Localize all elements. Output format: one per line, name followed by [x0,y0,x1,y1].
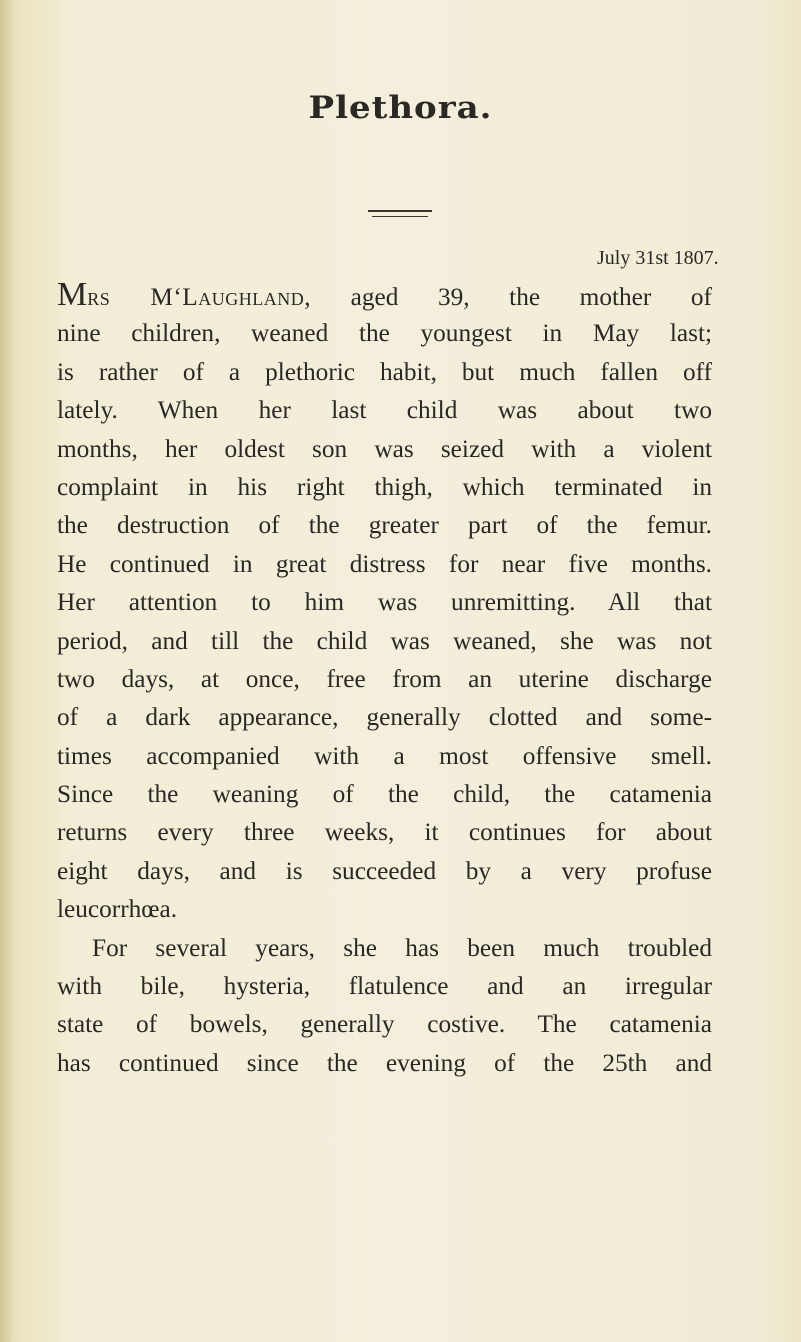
text-line: nine children, weaned the youngest in May last; [57,319,712,348]
drop-initial: M [57,276,88,313]
text-line: leucorrhœa. [57,895,178,924]
entry-date: July 31st 1807. [597,247,719,269]
text-line: period, and till the child was weaned, she was not [57,626,712,655]
page-title: Plethora. [308,89,493,127]
text-line: Since the weaning of the child, the catamenia [57,780,712,809]
body-text [57,276,712,1082]
text-line: lately. When her last child was about two [57,396,712,425]
text-line: is rather of a plethoric habit, but much fallen off [57,357,712,386]
text-line: For several years, she has been much troubled [92,933,712,962]
patient-name: rs M‘Laughland, [87,283,312,311]
text-line: Mrs M‘Laughland, aged 39, the mother of [57,276,712,313]
text-line: eight days, and is succeeded by a very profuse [57,856,712,885]
text-line: He continued in great distress for near five months. [57,549,712,578]
text-line: the destruction of the greater part of the femur. [57,511,712,540]
text-line: has continued since the evening of the 25th and [57,1048,712,1077]
gutter-shadow [0,0,14,1342]
text-line: times accompanied with a most offensive smell. [57,741,712,770]
text-line: returns every three weeks, it continues for about [57,818,712,847]
text-line: months, her oldest son was seized with a violent [57,434,712,463]
title-rule [368,210,432,212]
text-line: state of bowels, generally costive. The catamenia [57,1010,712,1039]
text-line: of a dark appearance, generally clotted and some- [57,703,712,732]
text-line: Her attention to him was unremitting. All that [57,588,712,617]
text-line: two days, at once, free from an uterine discharge [57,664,712,693]
text-line: complaint in his right thigh, which terminated in [57,472,712,501]
title-rule-secondary [372,216,428,217]
text-line: with bile, hysteria, flatulence and an irregular [57,972,712,1001]
